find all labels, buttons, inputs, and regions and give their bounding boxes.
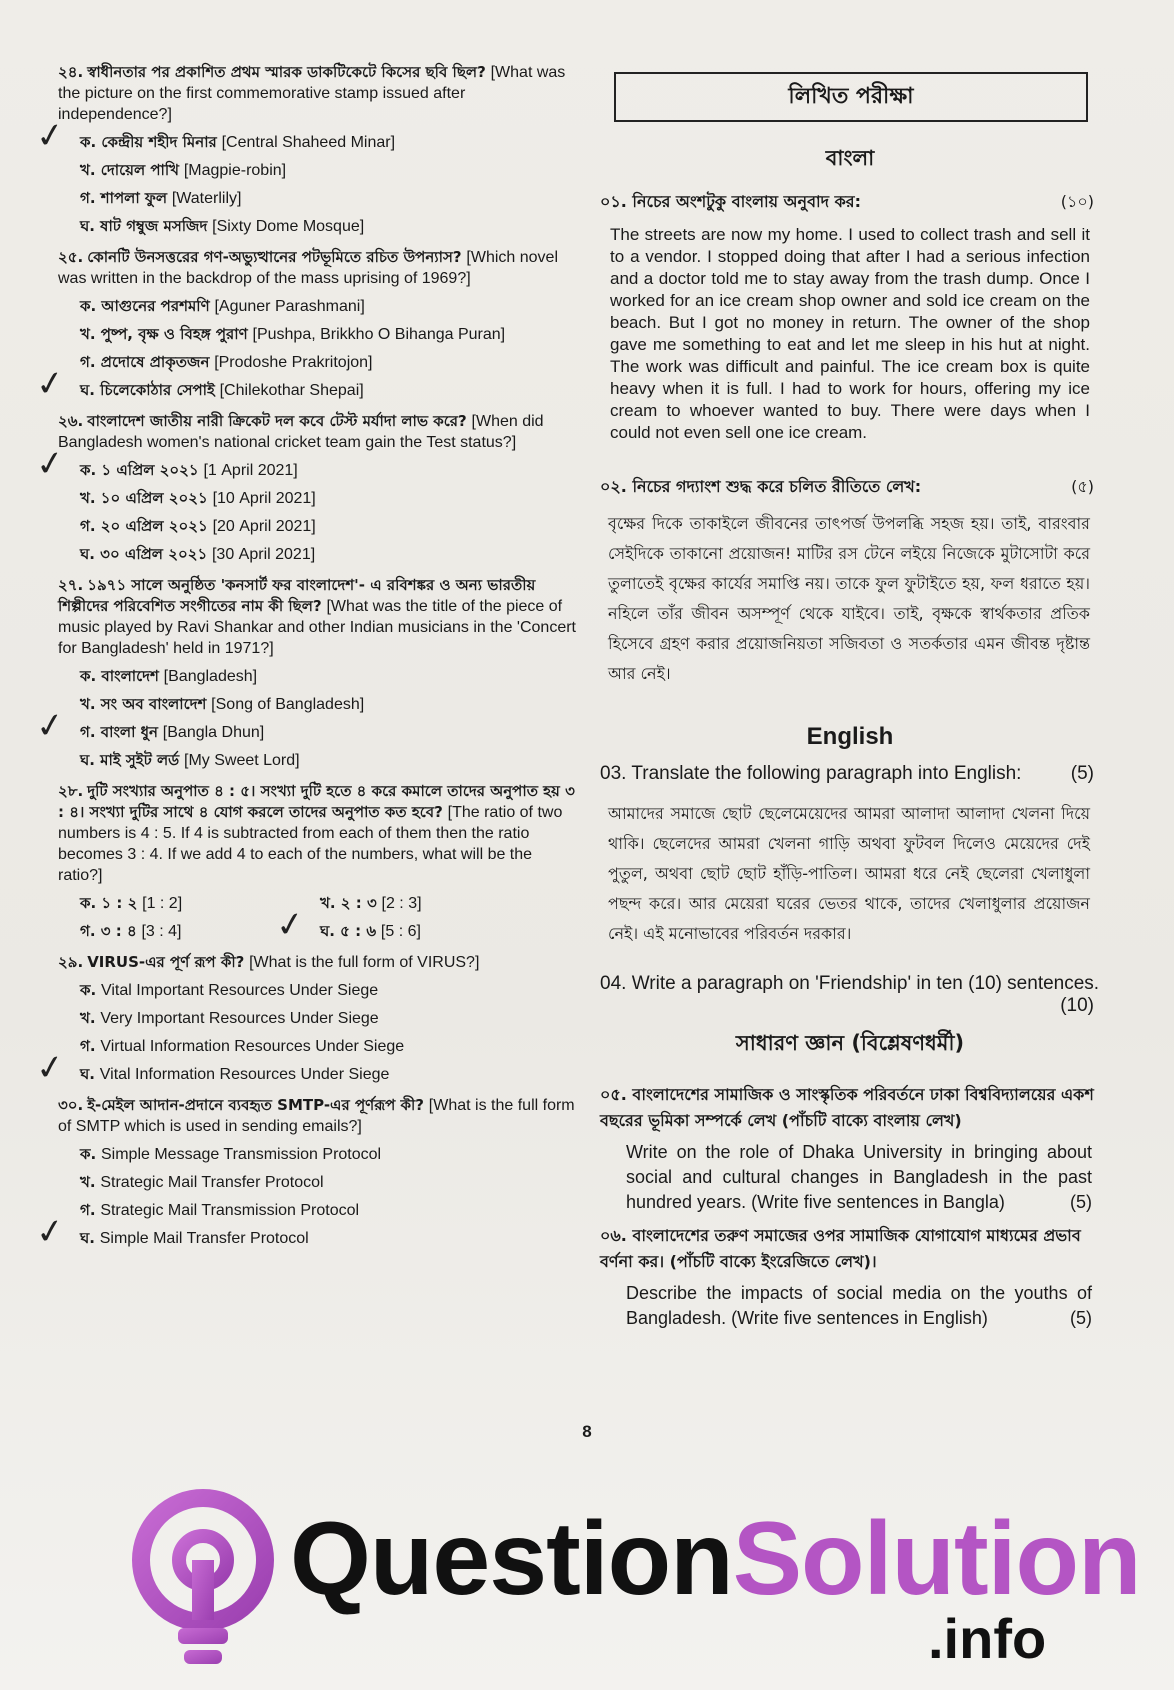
option: ✓ ক. কেন্দ্রীয় শহীদ মিনার [Central Shaheed Minar] bbox=[33, 114, 396, 158]
checkmark-icon: ✓ bbox=[273, 903, 308, 947]
option: খ. ২ : ৩ [2 : 3] bbox=[320, 894, 422, 912]
written-column bbox=[600, 62, 1100, 1331]
lightbulb-icon bbox=[128, 1488, 278, 1678]
option: খ. পুষ্প, বৃক্ষ ও বিহঙ্গ পুরাণ [Pushpa, Brikkho O Bihanga Puran] bbox=[80, 325, 506, 343]
general-knowledge-heading: সাধারণ জ্ঞান (বিশ্লেষণধর্মী) bbox=[735, 1031, 965, 1055]
question-26: ২৬. বাংলাদেশ জাতীয় নারী ক্রিকেট দল কবে টেস্ট মর্যাদা লাভ করে? [When did Bangladesh women's national cricket team gain the Test status?] ✓ ক. ১ এপ্রিল ২০২১ [1 April 2021] খ. ১০ এপ্রিল ২০২১ [10 April 2021] গ. ২০ এপ্রিল ২০২১ [20 April 2021] ঘ. ৩০ এপ্রিল ২০২১ [30 April 2021] bbox=[58, 411, 578, 565]
option: ✓ ঘ. চিলেকোঠার সেপাই [Chilekothar Shepai] bbox=[33, 362, 364, 406]
option: খ. Very Important Resources Under Siege bbox=[80, 1009, 379, 1027]
option: গ. Virtual Information Resources Under Siege bbox=[80, 1037, 405, 1055]
question-24: ২৪. স্বাধীনতার পর প্রকাশিত প্রথম স্মারক ডাকটিকেটে কিসের ছবি ছিল? [What was the picture on the first commemorative stamp issued after independence?] ✓ ক. কেন্দ্রীয় শহীদ মিনার [Central Shaheed Minar] খ. দোয়েল পাখি [Magpie-robin] গ. শাপলা ফুল [Waterlily] ঘ. ষাট গম্বুজ মসজিদ [Sixty Dome Mosque] bbox=[58, 62, 578, 237]
question-03: 03. Translate the following paragraph into English: (5) আমাদের সমাজে ছোট ছেলেমেয়েদের আমরা আলাদা আলাদা খেলনা দিয়ে থাকি। ছেলেদের আমরা খেলনা গাড়ি অথবা ফুটবল দিলেও মেয়েদের দেই পুতুল, অথবা ছোট ছোট হাঁড়ি-পাতিল। আমরা ধরে নেই ছেলেরা খেলাধুলা পছন্দ করে। আর মেয়েরা ঘরের ভেতর থাকে, তাদের খেলাধুলার প্রয়োজন নেই। এই মনোভাবের পরিবর্তন দরকার। bbox=[600, 763, 1100, 949]
option: গ. শাপলা ফুল [Waterlily] bbox=[80, 189, 242, 207]
option: ✓ ঘ. Vital Information Resources Under Siege bbox=[33, 1046, 390, 1090]
section-box-title: লিখিত পরীক্ষা bbox=[614, 72, 1088, 122]
site-logo: QuestionSolution .info bbox=[128, 1488, 1108, 1678]
option: খ. ১০ এপ্রিল ২০২১ [10 April 2021] bbox=[80, 489, 316, 507]
option: ক. ১ : ২ [1 : 2] bbox=[80, 894, 183, 912]
question-28: ২৮. দুটি সংখ্যার অনুপাত ৪ : ৫। সংখ্যা দুটি হতে ৪ করে কমালে তাদের অনুপাত হয় ৩ : ৪। সংখ্যা দুটির সাথে ৪ যোগ করলে তাদের অনুপাত কত হবে? [The ratio of two numbers is 4 : 5. If 4 is subtracted from each of them then the ratio becomes 3 : 4. If we add 4 to each of the numbers, what will be the ratio?] ক. ১ : ২ [1 : 2] খ. ২ : ৩ [2 : 3] গ. ৩ : ৪ [3 : 4] ✓ ঘ. ৫ : ৬ [5 : 6] bbox=[58, 782, 575, 947]
bangla-heading: বাংলা bbox=[825, 146, 875, 170]
option: ঘ. ৩০ এপ্রিল ২০২১ [30 April 2021] bbox=[80, 545, 316, 563]
checkmark-icon: ✓ bbox=[33, 114, 68, 158]
question-04: 04. Write a paragraph on 'Friendship' in ten (10) sentences. (10) bbox=[600, 973, 1100, 1016]
question-06: ০৬. বাংলাদেশের তরুণ সমাজের ওপর সামাজিক যোগাযোগ মাধ্যমের প্রভাব বর্ণনা কর। (পাঁচটি বাক্যে ইংরেজিতে লেখ)। Describe the impacts of social media on the youths of Bangladesh. (Write five sentences in English) (5) bbox=[600, 1226, 1092, 1328]
question-05: ০৫. বাংলাদেশের সামাজিক ও সাংস্কৃতিক পরিবর্তনে ঢাকা বিশ্ববিদ্যালয়ের একশ বছরের ভূমিকা সম্পর্কে লেখ (পাঁচটি বাক্যে বাংলায় লেখ) Write on the role of Dhaka University in bringing about social and cultural changes in Bangladesh in the past hundred years. (Write five sentences in Bangla) (5) bbox=[600, 1085, 1094, 1212]
question-27: ২৭. ১৯৭১ সালে অনুষ্ঠিত 'কনসার্ট ফর বাংলাদেশ'- এ রবিশঙ্কর ও অন্য ভারতীয় শিল্পীদের পরিবেশিত সংগীতের নাম কী ছিল? [What was the title of the piece of music played by Ravi Shankar and other Indian musicians in the 'Concert for Bangladesh' held in 1971?] ক. বাংলাদেশ [Bangladesh] খ. সং অব বাংলাদেশ [Song of Bangladesh] ✓ গ. বাংলা ধুন [Bangla Dhun] ঘ. মাই সুইট লর্ড [My Sweet Lord] bbox=[33, 576, 576, 769]
option: ✓ গ. বাংলা ধুন [Bangla Dhun] bbox=[33, 704, 265, 748]
checkmark-icon: ✓ bbox=[33, 1210, 68, 1254]
bangla-passage: আমাদের সমাজে ছোট ছেলেমেয়েদের আমরা আলাদা আলাদা খেলনা দিয়ে থাকি। ছেলেদের আমরা খেলনা গাড়ি অথবা ফুটবল দিলেও মেয়েদের দেই পুতুল, অথবা ছোট ছোট হাঁড়ি-পাতিল। আমরা ধরে নেই ছেলেরা খেলাধুলা পছন্দ করে। আর মেয়েরা ঘরের ভেতর থাকে, তাদের খেলাধুলার প্রয়োজন নেই। এই মনোভাবের পরিবর্তন দরকার। bbox=[608, 804, 1090, 943]
question-02: ০২. নিচের গদ্যাংশ শুদ্ধ করে চলিত রীতিতে লেখ: (৫) বৃক্ষের দিকে তাকাইলে জীবনের তাৎপর্জ উপলব্ধি সহজ হয়। তাই, বারংবার সেইদিকে তাকানো প্রয়োজন! মাটির রস টেনে লইয়ে নিজেকে মুটাসোটা করে তুলাতেই বৃক্ষের কার্যের সমাপ্তি নয়। তাকে ফুল ফুটাইতে হয়, ফল ধরাতে হয়। নহিলে তাঁর জীবন অসম্পূর্ণ থেকে যাইবে। তাই, বৃক্ষকে স্বার্থকতার প্রতিক হিসেবে গ্রহণ করার প্রয়োজনিয়তা সজিবতা ও সতর্কতার এমন জীবন্ত দৃষ্টান্ত আর নেই। bbox=[600, 474, 1100, 689]
checkmark-icon: ✓ bbox=[33, 362, 68, 406]
question-30: ৩০. ই-মেইল আদান-প্রদানে ব্যবহৃত SMTP-এর পূর্ণরূপ কী? [What is the full form of SMTP which is used in sending emails?] ক. Simple Message Transmission Protocol খ. Strategic Mail Transfer Protocol গ. Strategic Mail Transmission Protocol ✓ ঘ. Simple Mail Transfer Protocol bbox=[58, 1095, 578, 1249]
option: গ. প্রদোষে প্রাকৃতজন [Prodoshe Prakritojon] bbox=[80, 353, 373, 371]
option: ✓ ঘ. Simple Mail Transfer Protocol bbox=[33, 1210, 309, 1254]
option: খ. Strategic Mail Transfer Protocol bbox=[80, 1173, 324, 1191]
option: গ. Strategic Mail Transmission Protocol bbox=[80, 1201, 360, 1219]
option: খ. সং অব বাংলাদেশ [Song of Bangladesh] bbox=[80, 695, 365, 713]
checkmark-icon: ✓ bbox=[33, 442, 68, 486]
page-number: 8 bbox=[582, 1422, 592, 1441]
checkmark-icon: ✓ bbox=[33, 704, 68, 748]
question-29: ২৯. VIRUS-এর পূর্ণ রূপ কী? [What is the full form of VIRUS?] ক. Vital Important Resources Under Siege খ. Very Important Resources Under Siege গ. Virtual Information Resources Under Siege ✓ ঘ. Vital Information Resources Under Siege bbox=[58, 952, 578, 1085]
option: ✓ ঘ. ৫ : ৬ [5 : 6] bbox=[273, 903, 421, 947]
option: ক. আগুনের পরশমণি [Aguner Parashmani] bbox=[80, 297, 365, 315]
correction-passage: বৃক্ষের দিকে তাকাইলে জীবনের তাৎপর্জ উপলব্ধি সহজ হয়। তাই, বারংবার সেইদিকে তাকানো প্রয়োজন! মাটির রস টেনে লইয়ে নিজেকে মুটাসোটা করে তুলাতেই বৃক্ষের কার্যের সমাপ্তি নয়। তাকে ফুল ফুটাইতে হয়, ফল ধরাতে হয়। নহিলে তাঁর জীবন অসম্পূর্ণ থেকে যাইবে। তাই, বৃক্ষকে স্বার্থকতার প্রতিক হিসেবে গ্রহণ করার প্রয়োজনিয়তা সজিবতা ও সতর্কতার এমন জীবন্ত দৃষ্টান্ত আর নেই। bbox=[608, 514, 1090, 683]
option: ঘ. ষাট গম্বুজ মসজিদ [Sixty Dome Mosque] bbox=[80, 217, 365, 235]
option: ক. বাংলাদেশ [Bangladesh] bbox=[80, 667, 258, 685]
option: ক. Vital Important Resources Under Siege bbox=[80, 981, 379, 999]
option: গ. ২০ এপ্রিল ২০২১ [20 April 2021] bbox=[80, 517, 316, 535]
translation-passage: The streets are now my home. I used to collect trash and sell it to a vendor. I stopped doing that after I had a serious infection and a doctor told me to stay away from the trash dump. Once I worked for an ice cream shop owner and sold ice cream on the beach. But I got no money in return. The owner of the shop gave me something to eat and let me sleep in his hut at night. The work was difficult and painful. The ice cream box is quite heavy when it is full. I had to work for hours, offering my ice cream to whoever wanted to buy. There were days when I could not even sell one ice cream. bbox=[610, 225, 1090, 442]
question-25: ২৫. কোনটি উনসত্তরের গণ-অভ্যুত্থানের পটভূমিতে রচিত উপন্যাস? [Which novel was written in the backdrop of the mass uprising of 1969?] ক. আগুনের পরশমণি [Aguner Parashmani] খ. পুষ্প, বৃক্ষ ও বিহঙ্গ পুরাণ [Pushpa, Brikkho O Bihanga Puran] গ. প্রদোষে প্রাকৃতজন [Prodoshe Prakritojon] ✓ ঘ. চিলেকোঠার সেপাই [Chilekothar Shepai] bbox=[58, 247, 578, 401]
question-01: ০১. নিচের অংশটুকু বাংলায় অনুবাদ কর: (১০) The streets are now my home. I used to collect trash and sell it to a vendor. I stopped doing that after I had a serious infection and a doctor told me to stay away from the trash dump. Once I worked for an ice cream shop owner and sold ice cream on the beach. But I got no money in return. The owner of the shop gave me something to eat and let me sleep in his hut at night. The work was difficult and painful. The ice cream box is quite heavy when it is full. I had to work for hours, offering my ice cream to whoever wanted to buy. There were days when I could not even sell one ice cream. bbox=[600, 192, 1094, 442]
checkmark-icon: ✓ bbox=[33, 1046, 68, 1090]
option: ক. Simple Message Transmission Protocol bbox=[80, 1145, 382, 1163]
option: ঘ. মাই সুইট লর্ড [My Sweet Lord] bbox=[80, 751, 300, 769]
option: খ. দোয়েল পাখি [Magpie-robin] bbox=[80, 161, 287, 179]
option: ✓ ক. ১ এপ্রিল ২০২১ [1 April 2021] bbox=[33, 442, 298, 486]
english-heading: English bbox=[806, 723, 894, 750]
option: গ. ৩ : ৪ [3 : 4] bbox=[80, 922, 182, 940]
mcq-column bbox=[33, 62, 578, 1259]
